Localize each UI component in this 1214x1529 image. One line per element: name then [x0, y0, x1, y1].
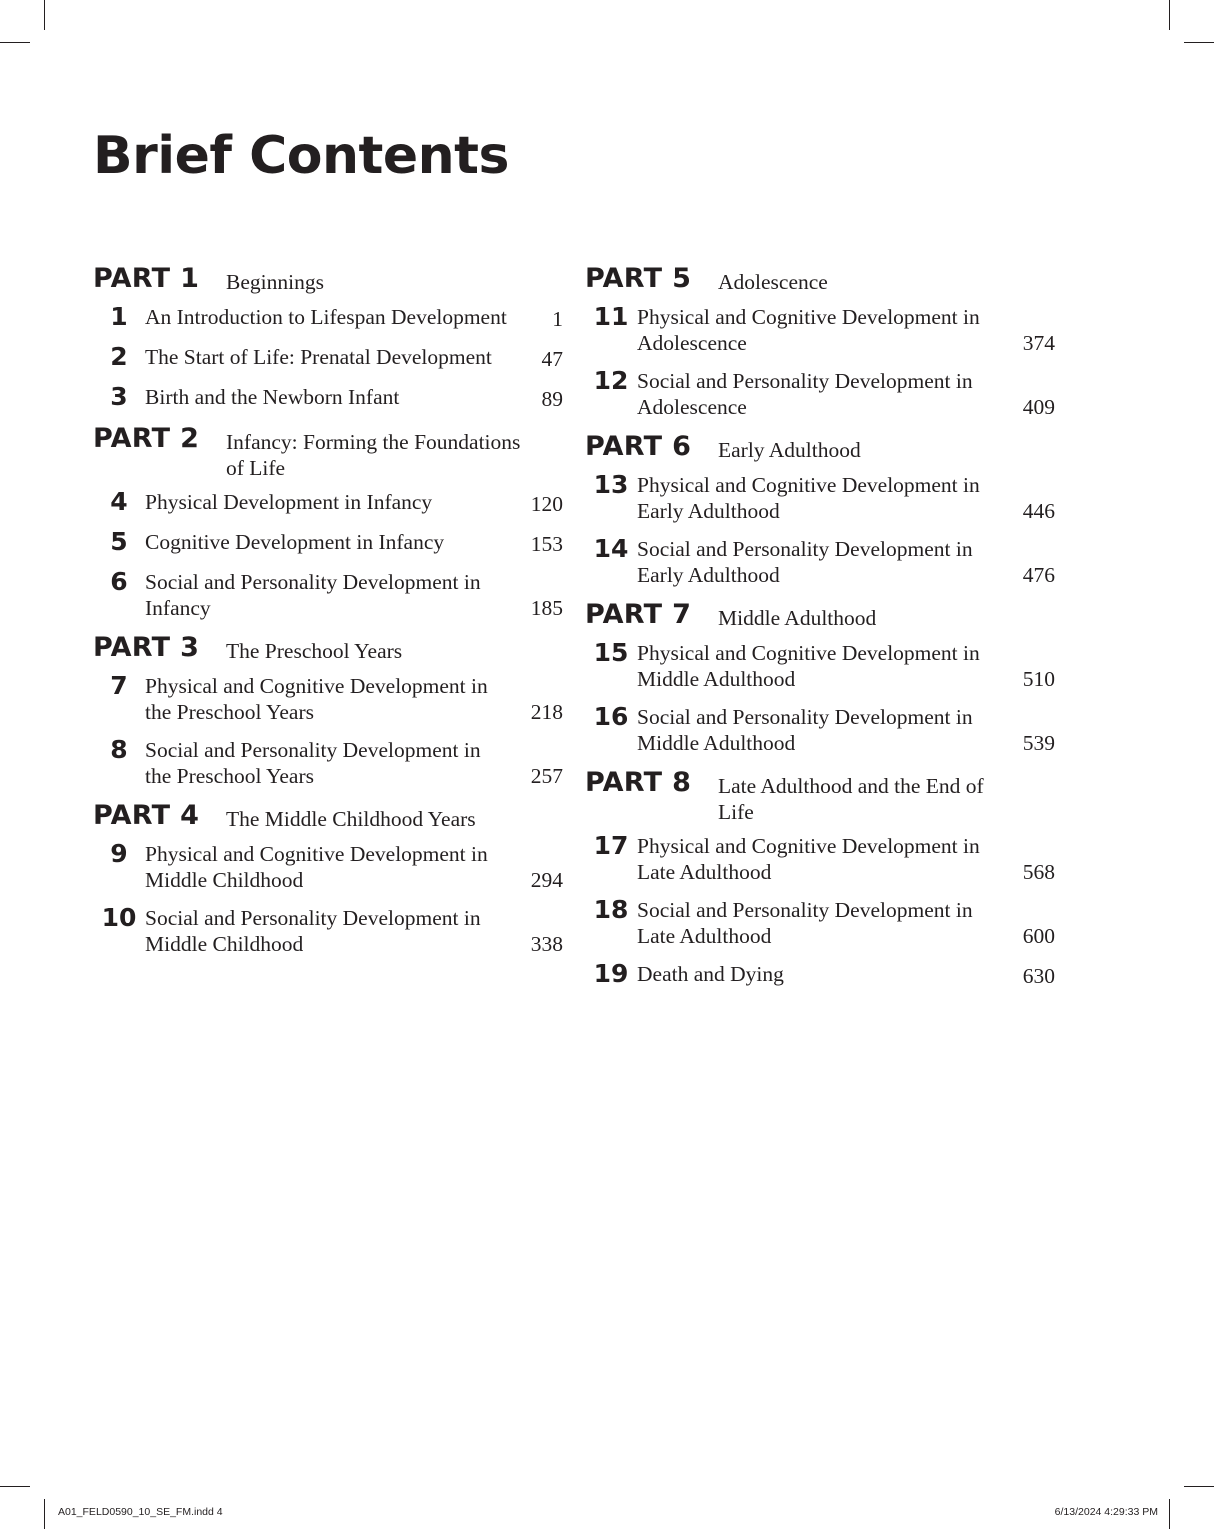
crop-mark	[44, 0, 45, 30]
chapter-page: 47	[541, 347, 563, 371]
chapter-page: 294	[530, 868, 563, 892]
chapter-number: 4	[110, 487, 128, 516]
chapter-title: Physical and Cognitive Development in Adolescence	[637, 305, 980, 355]
part-title: Infancy: Forming the Foundations of Life	[226, 430, 521, 480]
chapter-entry	[93, 342, 563, 372]
part-title: Beginnings	[226, 270, 324, 294]
chapter-number: 17	[593, 831, 629, 860]
part-label: PART 6	[585, 431, 692, 462]
chapter-entry	[93, 527, 563, 557]
toc-right-column	[585, 262, 1055, 999]
chapter-title: Physical and Cognitive Development in the Preschool Years	[145, 674, 488, 724]
chapter-number: 16	[593, 702, 629, 731]
chapter-entry	[585, 534, 1055, 588]
chapter-number: 19	[593, 959, 629, 988]
part-heading	[93, 422, 563, 481]
chapter-number: 14	[593, 534, 629, 563]
chapter-entry	[93, 671, 563, 725]
part-label: PART 8	[585, 767, 692, 798]
slug-timestamp: 6/13/2024 4:29:33 PM	[1054, 1506, 1158, 1518]
chapter-page: 1	[552, 307, 563, 331]
chapter-number: 8	[110, 735, 128, 764]
chapter-title: Physical and Cognitive Development in Late Adulthood	[637, 834, 980, 884]
chapter-entry	[93, 735, 563, 789]
part-label: PART 1	[93, 263, 200, 294]
part-label: PART 4	[93, 800, 200, 831]
chapter-page: 338	[530, 932, 563, 956]
chapter-entry	[93, 903, 563, 957]
chapter-page: 510	[1022, 667, 1055, 691]
chapter-page: 446	[1022, 499, 1055, 523]
chapter-entry	[585, 470, 1055, 524]
chapter-entry	[93, 302, 563, 332]
part-title: Early Adulthood	[718, 438, 861, 462]
chapter-number: 3	[110, 382, 128, 411]
chapter-page: 153	[530, 532, 563, 556]
chapter-number: 6	[110, 567, 128, 596]
part-heading	[585, 766, 1055, 825]
part-heading	[93, 799, 563, 833]
chapter-entry	[585, 895, 1055, 949]
chapter-title: Social and Personality Development in Late Adulthood	[637, 898, 973, 948]
chapter-entry	[585, 702, 1055, 756]
chapter-page: 185	[530, 596, 563, 620]
chapter-title: Social and Personality Development in Middle Childhood	[145, 906, 481, 956]
crop-mark	[1184, 1486, 1214, 1487]
chapter-page: 630	[1022, 964, 1055, 988]
chapter-page: 539	[1022, 731, 1055, 755]
chapter-page: 374	[1022, 331, 1055, 355]
slug-filename: A01_FELD0590_10_SE_FM.indd 4	[58, 1506, 223, 1518]
chapter-title: The Start of Life: Prenatal Development	[145, 345, 492, 369]
chapter-entry	[585, 831, 1055, 885]
chapter-entry	[93, 567, 563, 621]
chapter-page: 600	[1022, 924, 1055, 948]
crop-mark	[1169, 1499, 1170, 1529]
chapter-page: 218	[530, 700, 563, 724]
chapter-title: Cognitive Development in Infancy	[145, 530, 445, 554]
page-title: Brief Contents	[93, 126, 509, 186]
chapter-entry	[585, 302, 1055, 356]
part-title: Adolescence	[718, 270, 828, 294]
chapter-title: Social and Personality Development in the Preschool Years	[145, 738, 481, 788]
part-heading	[93, 631, 563, 665]
chapter-title: Physical and Cognitive Development in Middle Childhood	[145, 842, 488, 892]
chapter-entry	[585, 638, 1055, 692]
crop-mark	[44, 1499, 45, 1529]
part-label: PART 3	[93, 632, 200, 663]
chapter-number: 11	[593, 302, 629, 331]
chapter-page: 120	[530, 492, 563, 516]
chapter-page: 568	[1022, 860, 1055, 884]
part-title: Late Adulthood and the End of Life	[718, 774, 984, 824]
chapter-entry	[93, 382, 563, 412]
chapter-page: 257	[530, 764, 563, 788]
chapter-entry	[585, 959, 1055, 989]
chapter-entry	[93, 839, 563, 893]
chapter-title: Social and Personality Development in Adolescence	[637, 369, 973, 419]
chapter-number: 12	[593, 366, 629, 395]
chapter-page: 89	[541, 387, 563, 411]
chapter-number: 13	[593, 470, 629, 499]
part-heading	[585, 262, 1055, 296]
chapter-number: 7	[110, 671, 128, 700]
chapter-entry	[93, 487, 563, 517]
chapter-title: Physical and Cognitive Development in Middle Adulthood	[637, 641, 980, 691]
part-heading	[585, 598, 1055, 632]
crop-mark	[1184, 42, 1214, 43]
chapter-title: Birth and the Newborn Infant	[145, 385, 400, 409]
part-heading	[93, 262, 563, 296]
part-title: Middle Adulthood	[718, 606, 877, 630]
chapter-number: 9	[110, 839, 128, 868]
chapter-number: 15	[593, 638, 629, 667]
chapter-title: Death and Dying	[637, 962, 784, 986]
part-title: The Preschool Years	[226, 639, 403, 663]
chapter-number: 1	[110, 302, 128, 331]
crop-mark	[1169, 0, 1170, 30]
part-label: PART 7	[585, 599, 692, 630]
chapter-number: 18	[593, 895, 629, 924]
chapter-number: 2	[110, 342, 128, 371]
part-label: PART 5	[585, 263, 692, 294]
chapter-title: Social and Personality Development in Middle Adulthood	[637, 705, 973, 755]
toc-left-column	[93, 262, 563, 967]
chapter-title: Physical and Cognitive Development in Early Adulthood	[637, 473, 980, 523]
chapter-number: 10	[101, 903, 137, 932]
chapter-page: 409	[1022, 395, 1055, 419]
chapter-title: Social and Personality Development in Infancy	[145, 570, 481, 620]
chapter-entry	[585, 366, 1055, 420]
chapter-title: Social and Personality Development in Early Adulthood	[637, 537, 973, 587]
chapter-title: An Introduction to Lifespan Development	[145, 305, 507, 329]
chapter-page: 476	[1022, 563, 1055, 587]
part-title: The Middle Childhood Years	[226, 807, 476, 831]
chapter-number: 5	[110, 527, 128, 556]
chapter-title: Physical Development in Infancy	[145, 490, 433, 514]
part-heading	[585, 430, 1055, 464]
crop-mark	[0, 1486, 30, 1487]
crop-mark	[0, 42, 30, 43]
part-label: PART 2	[93, 423, 200, 454]
